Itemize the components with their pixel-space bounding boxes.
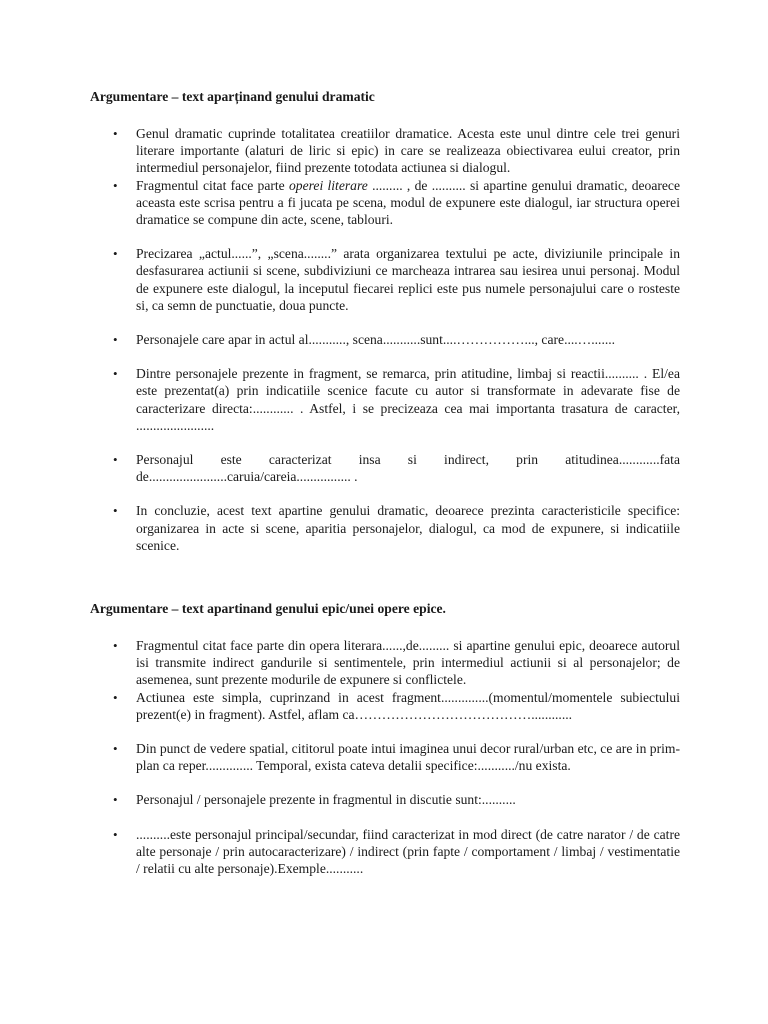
bullet-text-pre: Fragmentul citat face parte <box>136 177 289 193</box>
list-item <box>90 637 680 689</box>
bullet-text: Personajul este caracterizat insa si indirect, prin atitudinea............fata de.......................caruia/careia................ . <box>136 452 680 485</box>
bullet-text: Din punct de vedere spatial, cititorul poate intui imaginea unui decor rural/urban etc, ce are in prim-plan ca reper.............. Temporal, exista cateva detalii specifice:.........../nu exista. <box>136 741 680 774</box>
list-item <box>90 245 680 314</box>
bullet-icon: • <box>113 689 118 705</box>
list-item <box>90 740 680 774</box>
bullet-text: Personajul / personajele prezente in fragmentul in discutie sunt:.......... <box>136 792 516 808</box>
list-item <box>90 177 680 229</box>
bullet-icon: • <box>113 452 118 468</box>
list-item <box>90 791 680 808</box>
bullet-icon: • <box>113 503 118 519</box>
bullet-icon: • <box>113 126 118 141</box>
list-item <box>90 365 680 434</box>
bullet-icon: • <box>113 177 118 193</box>
section-epic <box>90 600 680 877</box>
list-item <box>90 689 680 723</box>
bullet-icon: • <box>113 332 118 348</box>
bullet-text-italic: operei literare <box>289 177 368 193</box>
list-item <box>90 125 680 177</box>
bullet-list-epic <box>90 637 680 877</box>
list-item <box>90 502 680 554</box>
bullet-text: Actiunea este simpla, cuprinzand in acest fragment..............(momentul/momentele subiectului prezent(e) in fragment). Astfel, aflam ca…………………………………............ <box>136 689 680 722</box>
bullet-text: Genul dramatic cuprinde totalitatea creatiilor dramatice. Acesta este unul dintre cele trei genuri literare importante (alaturi de liric si epic) in care se realizeaza obiectivarea eului creator, prin intermediul personajelor, fiind prezente totodata actiunea si dialogul. <box>136 126 680 176</box>
bullet-icon: • <box>113 366 118 382</box>
bullet-text: ..........este personajul principal/secundar, fiind caracterizat in mod direct (de catre narator / de catre alte personaje / prin autocaracterizare) / indirect (prin fapte / comportament / limbaj / vestimentatie / relatii cu alte personaje).Exemple........... <box>136 826 680 877</box>
bullet-icon: • <box>113 826 118 842</box>
bullet-list-dramatic <box>90 125 680 554</box>
bullet-text: Personajele care apar in actul al..........., scena...........sunt....……………..., care....…....... <box>136 332 616 348</box>
section-heading-dramatic: Argumentare – text aparținand genului dramatic <box>90 89 375 104</box>
bullet-text: In concluzie, acest text apartine genului dramatic, deoarece prezinta caracteristicile specifice: organizarea in acte si scene, aparitia personajelor, dialogul, ca mod de expunere, si indicatiile scenice. <box>136 503 680 553</box>
bullet-icon: • <box>113 792 118 808</box>
bullet-icon: • <box>113 741 118 757</box>
section-dramatic <box>90 88 680 554</box>
bullet-icon: • <box>113 246 118 262</box>
bullet-text-post: ......... , de .......... si apartine genului dramatic, deoarece aceasta este scrisa pentru a fi jucata pe scena, modul de expunere este dialogul, iar structura operei dramatice se compune din acte, scene, tablouri. <box>136 177 680 228</box>
list-item <box>90 331 680 348</box>
bullet-text: Dintre personajele prezente in fragment, se remarca, prin atitudine, limbaj si reactii.......... . El/ea este prezentat(a) prin indicatiile scenice facute cu autor si transformate in adevarate fise de caracterizare directa:............ . Astfel, i se precizeaza cea mai importanta trasatura de caracter, ....................... <box>136 366 680 433</box>
list-item <box>90 451 680 485</box>
bullet-text: Precizarea „actul......”, „scena........” arata organizarea textului pe acte, diviziunile principale in desfasurarea actiunii si scene, subdiviziuni ce marcheaza intrarea sau iesirea unui personaj. Modul de expunere este dialogul, la inceputul fiecarei replici este pus numele personajului care o rosteste si, ca semn de punctuatie, doua puncte. <box>136 246 680 313</box>
list-item <box>90 826 680 878</box>
bullet-icon: • <box>113 638 118 653</box>
bullet-text: Fragmentul citat face parte din opera literara......,de......... si apartine genului epic, deoarece autorul isi transmite indirect gandurile si sentimentele, prin intermediul actiunii si al personajelor; de asemenea, sunt prezente modurile de expunere si conflictele. <box>136 638 680 688</box>
section-heading-epic: Argumentare – text apartinand genului epic/unei opere epice. <box>90 601 446 616</box>
